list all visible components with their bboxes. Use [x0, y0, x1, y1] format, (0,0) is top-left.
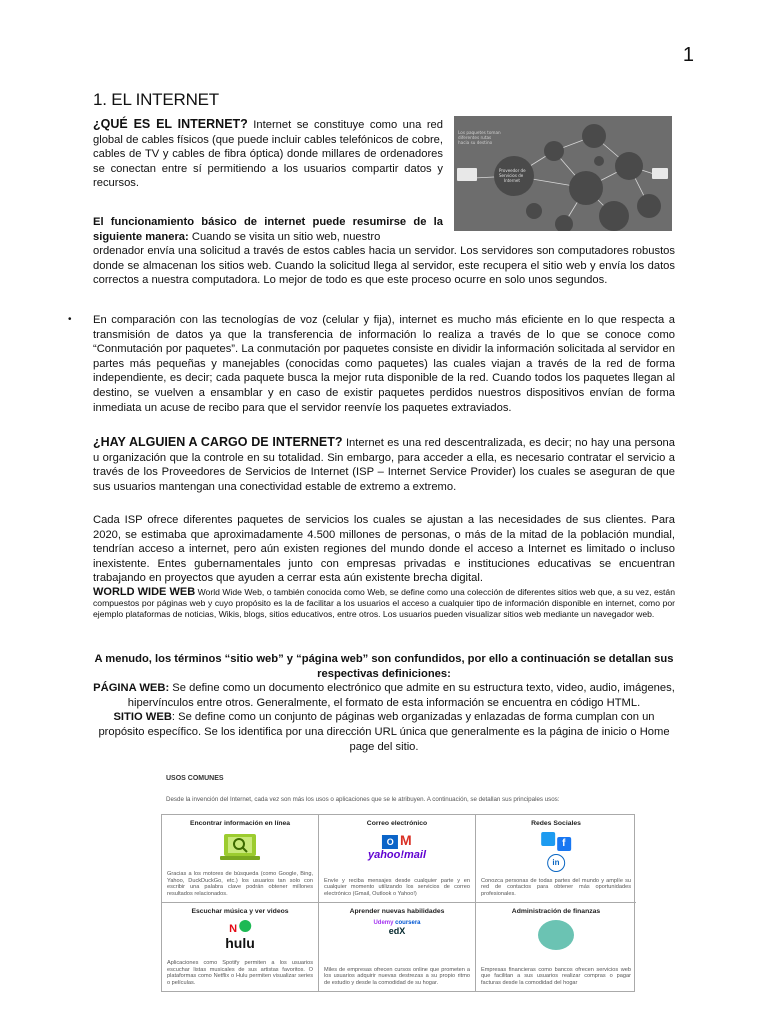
page-title: 1. EL INTERNET	[93, 90, 219, 109]
usos-title: USOS COMUNES	[166, 775, 224, 782]
uso-desc: Gracias a los motores de búsqueda (como Google, Bing, Yahoo, DuckDuckGo, etc.) los usuarios tan solo con escribir una palabra clave podrán obtener millones resultados relacionados.	[167, 870, 313, 898]
www-paragraph	[93, 587, 675, 620]
svg-text:Servicios de: Servicios de	[499, 173, 524, 178]
media-logos	[225, 920, 255, 951]
uso-title: Escuchar música y ver videos	[191, 908, 289, 915]
section-how-it-works-start	[93, 215, 443, 244]
uso-cell-search	[162, 815, 319, 903]
facebook-icon: f	[557, 837, 571, 851]
svg-text:hacia su destino: hacia su destino	[458, 140, 493, 145]
udemy-logo: Udemy	[373, 920, 394, 926]
question-what: ¿QUÉ ES EL INTERNET?	[93, 117, 248, 131]
uso-cell-social	[476, 815, 636, 903]
page-web-text: Se define como un documento electrónico que admite en su estructura texto, video, audio, imágenes, hipervínculos entre otros. Generalmente, el formato de esta información se encuentra en código HTML.	[127, 682, 675, 709]
bullet-dot: •	[68, 314, 72, 325]
uso-desc: Conozca personas de todas partes del mundo y amplíe su red de contactos para obtener más oportunidades profesionales.	[481, 877, 631, 898]
edx-logo: edX	[388, 926, 406, 936]
uso-title: Correo electrónico	[366, 820, 428, 827]
spotify-icon	[239, 920, 251, 932]
uso-title: Administración de finanzas	[511, 908, 601, 915]
uso-desc: Empresas financieras como bancos ofrecen servicios web que facilitan a sus usuarios realizar compras o pagar facturas desde la comodidad del hogar	[481, 966, 631, 987]
uso-cell-finance	[476, 903, 636, 991]
www-title: WORLD WIDE WEB	[93, 586, 196, 598]
gmail-icon: M	[399, 832, 412, 848]
netflix-icon: N	[229, 923, 238, 935]
section-what-is-internet	[93, 117, 443, 191]
site-web-text: : Se define como un conjunto de páginas web organizadas y enlazadas de forma cumplan con un propósito específico. Se los identifica por una dirección URL única que generalmente es la página de inicio o Home page del sitio.	[98, 711, 670, 753]
question-who: ¿HAY ALGUIEN A CARGO DE INTERNET?	[93, 435, 343, 449]
diagram-label-packets: Los paquetes toman	[458, 130, 501, 135]
uso-desc: Aplicaciones como Spotify permiten a los usuarios escuchar listas musicales de sus artistas favoritos. O plataformas como Netflix o Hulu permiten visualizar series o películas.	[167, 959, 313, 987]
usos-intro: Desde la invención del Internet, cada vez son más los usos o aplicaciones que se le atribuyen. A continuación, se detallan sus principales usos:	[166, 796, 560, 803]
svg-text:diferentes rutas: diferentes rutas	[458, 135, 492, 140]
yahoo-mail-logo: yahoo!mail	[367, 849, 427, 861]
usos-comunes-figure	[161, 770, 635, 992]
learning-logos	[373, 920, 420, 936]
site-web-label: SITIO WEB	[113, 711, 172, 724]
outlook-icon: O	[382, 835, 398, 849]
social-logos	[541, 832, 571, 872]
uso-desc: Envíe y reciba mensajes desde cualquier parte y en cualquier momento utilizando los servicios de correo electrónico (Gmail, Outlook o Yahoo!)	[324, 877, 470, 898]
how-it-works-heading: El funcionamiento básico de internet puede resumirse de la siguiente manera:	[93, 216, 443, 243]
uso-title: Aprender nuevas habilidades	[349, 908, 445, 915]
email-logos	[368, 832, 426, 861]
twitter-icon	[541, 832, 555, 846]
finance-icon	[538, 920, 574, 952]
section-who-controls	[93, 435, 675, 494]
coursera-logo: coursera	[395, 920, 421, 926]
section3-text: Internet es una red descentralizada, es decir; no hay una persona u organización que la controle en su totalidad. Sin embargo, para acceder a ella, es necesario contratar el servicio a través de los Proveedores de Servicios de Internet (ISP – Internet Service Provider) los cuales se aseguran de que sus usuarios mantengan una conectividad estable de extremo a extremo.	[93, 437, 675, 493]
packet-switching-paragraph: En comparación con las tecnologías de voz (celular y fija), internet es mucho más eficiente en lo que respecta a transmisión de datos ya que la transferencia de información lo realiza a través de lo que se conoce como “Conmutación por paquetes”. La conmutación por paquetes consiste en dividir la información solicitada al servidor en partes más pequeñas y manejables (conocidas como paquetes) las cuales viajan a través de la red de forma independiente, es decir; cada paquete busca la mejor ruta disponible de la red. Cuando todos los paquetes llegan al destino, se vuelven a ensamblar y en caso de existir paquetes perdidos nuestros dispositivos envían de forma inmediata un acuse de recibo para que el servidor reenvíe los paquetes extraviados.	[93, 314, 675, 414]
usos-grid	[161, 814, 635, 992]
uso-title: Redes Sociales	[531, 820, 581, 827]
svg-text:Internet: Internet	[504, 178, 520, 183]
laptop-search-icon	[220, 832, 260, 864]
packet-routing-diagram	[454, 116, 672, 231]
hulu-logo: hulu	[225, 935, 255, 951]
how-it-works-text: Cuando se visita un sitio web, nuestro	[188, 230, 381, 243]
section-how-it-works-rest: ordenador envía una solicitud a través de estos cables hacia un servidor. Los servidores son computadores robustos donde se almacenan los sitios web. Cuando la solicitud llega al servidor, este recupera el sitio web y envía los datos correctos a nuestra computadora. Lo mejor de todo es que este proceso ocurre en solo unos segundos.	[93, 245, 675, 287]
linkedin-icon: in	[547, 854, 565, 872]
isp-paragraph: Cada ISP ofrece diferentes paquetes de servicios los cuales se ajustan a las necesidades de sus clientes. Para 2020, se estimaba que aproximadamente 4.500 millones de personas, o más de la mitad de la población mundial, tendrían acceso a internet, pero aún existen regiones del mundo donde el acceso a Internet es limitado o incluso inexistente. Entes gubernamentales junto con empresas privadas e instituciones educativas se encuentran trabajando en proyectos que ayuden a cerrar esta aún existente brecha digital.	[93, 514, 675, 585]
uso-title: Encontrar información en línea	[189, 820, 291, 827]
page-number: 1	[682, 44, 694, 66]
svg-text:Proveedor de: Proveedor de	[499, 168, 526, 173]
page-web-label: PÁGINA WEB:	[93, 682, 170, 695]
definitions-intro: A menudo, los términos “sitio web” y “página web” son confundidos, por ello a continuación se detallan sus respectivas definiciones:	[94, 653, 674, 680]
uso-cell-music	[162, 903, 319, 991]
uso-desc: Miles de empresas ofrecen cursos online que prometen a los usuarios adquirir nuevas destrezas a su propio ritmo de estudio y desde la comodidad de su hogar.	[324, 966, 470, 987]
www-text: World Wide Web, o también conocida como Web, se define como una colección de diferentes sitios web que, a su vez, están compuestos por páginas web y cuyo propósito es la de facilitar a los usuarios el acceso a cualquier tipo de información disponible en internet, como por ejemplo plataformas de noticias, Wikis, blogs, sitios educativos, entre otros. Los usuarios pueden visualizar sitios web mediante un navegador web.	[93, 587, 675, 619]
definitions-block	[93, 652, 675, 754]
uso-cell-email	[319, 815, 476, 903]
section1-text: Internet se constituye como una red global de cables físicos (que puede incluir cables telefónicos de cobre, cables de TV y cables de fibra óptica) donde millares de ordenadores se conectan entre sí permitiendo a los usuarios compartir datos y recursos.	[93, 119, 443, 190]
uso-cell-learn	[319, 903, 476, 991]
